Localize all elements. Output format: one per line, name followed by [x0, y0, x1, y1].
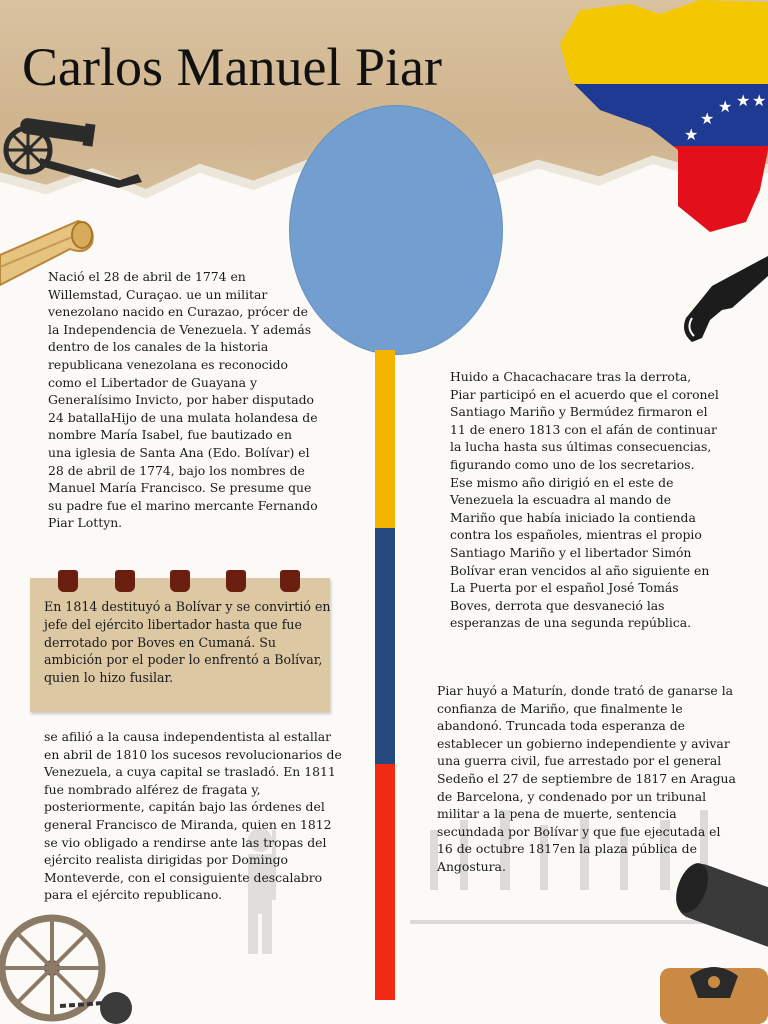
binder-ring	[226, 570, 246, 592]
page-title: Carlos Manuel Piar	[22, 37, 442, 97]
svg-text:★: ★	[700, 109, 715, 128]
svg-text:★: ★	[736, 91, 751, 110]
svg-text:★: ★	[752, 91, 767, 110]
binder-ring	[115, 570, 135, 592]
birth-paragraph: Nació el 28 de abril de 1774 en Willemstad, Curaçao. ue un militar venezolano nacido en Curazao, prócer de la Independencia de Venezuela. Y además dentro de los canales de la historia republicana venezolana es reconocido como el Libertador de Guayana y Generalísimo Invicto, por haber disputado 24 batallaHijo de una mulata holandesa de nombre María Isabel, fue bautizado en una iglesia de Santa Ana (Edo. Bolívar) el 28 de abril de 1774, bajo los nombres de Manuel María Francisco. Se presume que su padre fue el marino mercante Fernando Piar Lottyn.	[48, 269, 318, 531]
maturin-paragraph: Piar huyó a Maturín, donde trató de ganarse la confianza de Mariño, que finalmente le abandonó. Truncada toda esperanza de establecer un gobierno independiente y avivar una guerra civil, fue arrestado por el general Sedeño el 27 de septiembre de 1817 en Aragua de Barcelona, y condenado por un tribunal militar a la pena de muerte, sentencia secundada por Bolívar y que fue ejecutada el 16 de octubre 1817en la plaza pública de Angostura.	[437, 683, 736, 874]
binder-ring	[280, 570, 300, 592]
chacachacare-paragraph: Huido a Chacachacare tras la derrota, Piar participó en el acuerdo que el coronel Santiago Mariño y Bermúdez firmaron el 11 de enero 1813 con el afán de continuar la lucha hasta sus últimas consecuencias, figurando como uno de los secretarios. Ese mismo año dirigió en el este de Venezuela la escuadra al mando de Mariño que había iniciado la contienda contra los españoles, mientras el propio Santiago Mariño y el libertador Simón Bolívar eran vencidos al año siguiente en La Puerta por el español José Tomás Boves, derrota que desvaneció las esperanzas de una segunda república.	[450, 369, 719, 631]
pistol-icon	[672, 252, 768, 348]
svg-text:★: ★	[684, 125, 699, 144]
early-career-paragraph: se afilió a la causa independentista al estallar en abril de 1810 los sucesos revolucionarios de Venezuela, a cuya capital se trasladó. En 1811 fue nombrado alférez de fragata y, posteriormente, capitán bajo las órdenes del general Francisco de Miranda, quien en 1812 se vio obligado a rendirse ante las tropas del ejército realista dirigidas por Domingo Monteverde, con el consiguiente descalabro para el ejército republicano.	[44, 729, 342, 903]
svg-text:★: ★	[718, 97, 733, 116]
binder-ring	[58, 570, 78, 592]
wheel-icon	[0, 906, 140, 1024]
flag-bar-red	[375, 764, 395, 1000]
flag-bar-blue	[375, 528, 395, 764]
binder-ring	[170, 570, 190, 592]
portrait-oval	[289, 105, 503, 355]
cannon-icon	[0, 108, 145, 190]
flag-bar-yellow	[375, 350, 395, 528]
cannon-icon	[650, 858, 768, 1024]
note-paragraph: En 1814 destituyó a Bolívar y se convirtió en jefe del ejército libertador hasta que fue derrotado por Boves en Cumaná. Su ambición por el poder lo enfrentó a Bolívar, quien lo hizo fusilar.	[44, 599, 331, 686]
venezuela-flag-map	[560, 0, 768, 232]
